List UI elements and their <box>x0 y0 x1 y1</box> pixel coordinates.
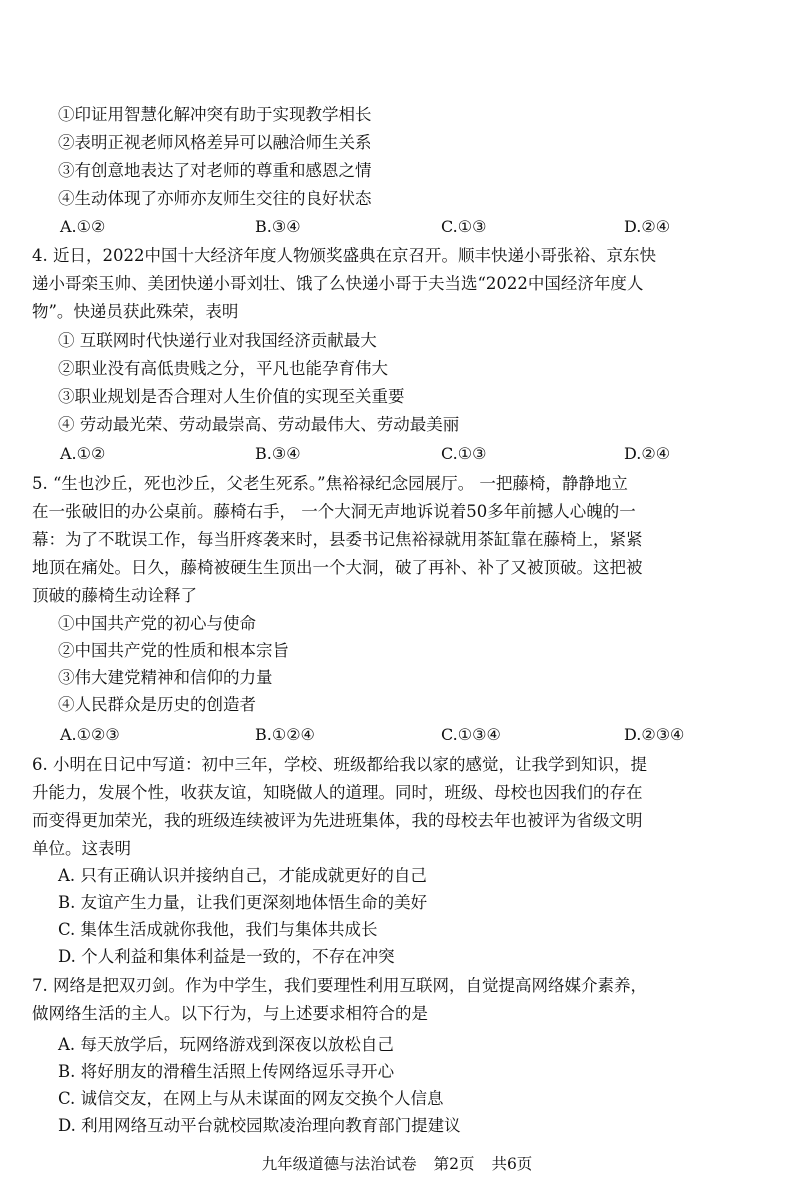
footer-page-number: 第2页 <box>433 1155 475 1173</box>
q4-choice-d: D.②④ <box>624 444 671 463</box>
q4-option-4: ④ 劳动最光荣、劳动最崇高、劳动最伟大、劳动最美丽 <box>58 415 460 434</box>
q5-stem-line-1: 5. “生也沙丘，死也沙丘，父老生死系。”焦裕禄纪念园展厅。 一把藤椅，静静地立 <box>32 474 628 493</box>
q4-stem-line-2: 递小哥栾玉帅、美团快递小哥刘壮、饿了么快递小哥于夫当选“2022中国经济年度人 <box>32 274 644 293</box>
q3-option-3: ③有创意地表达了对老师的尊重和感恩之情 <box>58 161 372 180</box>
q6-option-d: D. 个人利益和集体利益是一致的，不存在冲突 <box>58 947 395 966</box>
q5-choice-c: C.①③④ <box>441 725 501 744</box>
q7-stem-line-1: 7. 网络是把双刃剑。作为中学生，我们要理性利用互联网，自觉提高网络媒介素养， <box>32 976 647 995</box>
q6-stem-line-2: 升能力，发展个性，收获友谊，知晓做人的道理。同时，班级、母校也因我们的存在 <box>32 783 643 802</box>
q4-option-2: ②职业没有高低贵贱之分，平凡也能孕育伟大 <box>58 359 388 378</box>
q3-choice-c: C.①③ <box>441 217 487 236</box>
q5-option-1: ①中国共产党的初心与使命 <box>58 614 256 633</box>
q3-option-1: ①印证用智慧化解冲突有助于实现教学相长 <box>58 105 372 124</box>
q5-choices <box>0 722 794 748</box>
q4-option-1: ① 互联网时代快递行业对我国经济贡献最大 <box>58 331 377 350</box>
q4-stem-line-1: 4. 近日，2022中国十大经济年度人物颁奖盛典在京召开。顺丰快递小哥张裕、京东快 <box>32 246 656 265</box>
q4-choices <box>0 441 794 467</box>
q7-option-c: C. 诚信交友，在网上与从未谋面的网友交换个人信息 <box>58 1089 444 1108</box>
q4-stem-line-3: 物”。快递员获此殊荣，表明 <box>32 302 239 321</box>
q3-choice-a: A.①② <box>60 217 106 236</box>
q7-option-d: D. 利用网络互动平台就校园欺凌治理向教育部门提建议 <box>58 1116 461 1135</box>
footer-title: 九年级道德与法治试卷 <box>261 1155 417 1173</box>
q5-choice-a: A.①②③ <box>60 725 120 744</box>
q4-choice-c: C.①③ <box>441 444 487 463</box>
q7-option-b: B. 将好朋友的滑稽生活照上传网络逗乐寻开心 <box>58 1062 395 1081</box>
q3-choice-d: D.②④ <box>624 217 671 236</box>
q4-option-3: ③职业规划是否合理对人生价值的实现至关重要 <box>58 387 405 406</box>
q5-stem-line-4: 地顶在痛处。日久，藤椅被硬生生顶出一个大洞，破了再补、补了又被顶破。这把被 <box>32 558 643 577</box>
q3-choice-b: B.③④ <box>255 217 301 236</box>
q3-option-4: ④生动体现了亦师亦友师生交往的良好状态 <box>58 189 372 208</box>
q5-stem-line-2: 在一张破旧的办公桌前。藤椅右手， 一个大洞无声地诉说着50多年前撼人心魄的一 <box>32 502 636 521</box>
q6-option-c: C. 集体生活成就你我他，我们与集体共成长 <box>58 920 378 939</box>
q6-option-b: B. 友谊产生力量，让我们更深刻地体悟生命的美好 <box>58 893 428 912</box>
q6-stem-line-3: 而变得更加荣光，我的班级连续被评为先进班集体，我的母校去年也被评为省级文明 <box>32 811 643 830</box>
q7-option-a: A. 每天放学后，玩网络游戏到深夜以放松自己 <box>58 1035 394 1054</box>
page-footer <box>0 1152 794 1176</box>
q5-option-2: ②中国共产党的性质和根本宗旨 <box>58 641 289 660</box>
q7-stem-line-2: 做网络生活的主人。以下行为，与上述要求相符合的是 <box>32 1004 428 1023</box>
q5-choice-d: D.②③④ <box>624 725 685 744</box>
q5-option-3: ③伟大建党精神和信仰的力量 <box>58 668 273 687</box>
q3-choices <box>0 214 794 240</box>
q5-stem-line-3: 幕：为了不耽误工作，每当肝疼袭来时，县委书记焦裕禄就用茶缸靠在藤椅上，紧紧 <box>32 530 643 549</box>
q6-stem-line-1: 6. 小明在日记中写道：初中三年，学校、班级都给我以家的感觉，让我学到知识，提 <box>32 755 647 774</box>
q6-option-a: A. 只有正确认识并接纳自己，才能成就更好的自己 <box>58 866 427 885</box>
q5-option-4: ④人民群众是历史的创造者 <box>58 695 256 714</box>
q4-choice-b: B.③④ <box>255 444 301 463</box>
footer-total-pages: 共6页 <box>491 1155 533 1173</box>
q5-stem-line-5: 顶破的藤椅生动诠释了 <box>32 586 197 605</box>
q6-stem-line-4: 单位。这表明 <box>32 839 131 858</box>
q4-choice-a: A.①② <box>60 444 106 463</box>
q5-choice-b: B.①②④ <box>255 725 315 744</box>
q3-option-2: ②表明正视老师风格差异可以融洽师生关系 <box>58 133 372 152</box>
